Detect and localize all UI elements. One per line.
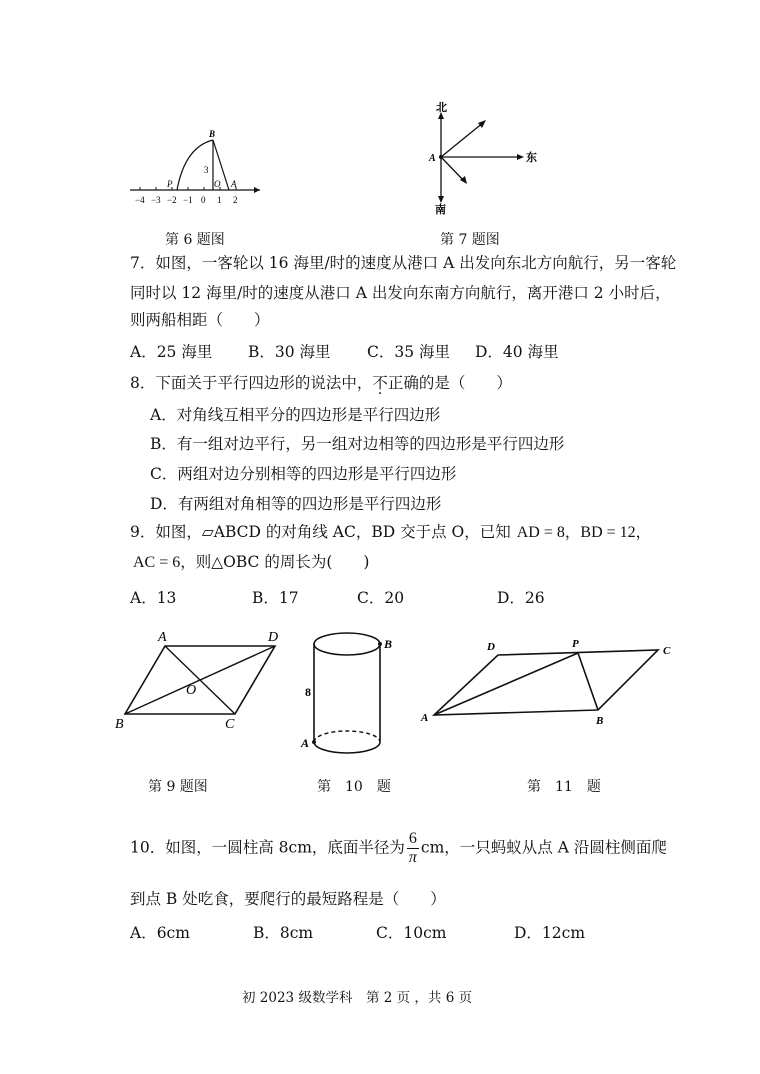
q10-option-c[interactable]: C．10cm bbox=[376, 924, 447, 942]
q9-line-1 bbox=[130, 522, 651, 543]
q9-eq-ad: AD = 8 bbox=[516, 524, 565, 541]
fig7-label-a: A bbox=[429, 153, 436, 164]
q9-stem: ▱ABCD 的对角线 AC，BD 交于点 O，已知 bbox=[201, 523, 511, 541]
fig9-caption: 第 9 题图 bbox=[148, 779, 208, 795]
fig11-label-b: B bbox=[596, 715, 604, 727]
q10-line-1 bbox=[130, 830, 667, 867]
north-label: 北 bbox=[436, 102, 447, 114]
fig7-caption: 第 7 题图 bbox=[440, 232, 500, 248]
q7-option-b[interactable]: B．30 海里 bbox=[248, 343, 331, 361]
q9-option-b[interactable]: B．17 bbox=[252, 589, 299, 607]
q8-stem bbox=[130, 373, 512, 393]
fig6-tick-label: 2 bbox=[233, 195, 238, 205]
fig11-label-p: P bbox=[572, 638, 579, 650]
fig6-label-o: O bbox=[214, 179, 221, 189]
east-label: 东 bbox=[526, 152, 537, 164]
fig11-label-d: D bbox=[487, 641, 495, 653]
q8-option-a[interactable]: A．对角线互相平分的四边形是平行四边形 bbox=[150, 406, 441, 424]
q10-stem-end: cm，一只蚂蚁从点 A 沿圆柱侧面爬 bbox=[420, 838, 667, 857]
q8-emphasis-3: 确 bbox=[403, 374, 419, 392]
fraction-denominator: π bbox=[408, 849, 417, 866]
q7-option-c[interactable]: C．35 海里 bbox=[367, 343, 451, 361]
fig6-label-b: B bbox=[209, 129, 216, 139]
q7-option-d[interactable]: D．40 海里 bbox=[475, 343, 559, 361]
fig9-label-b: B bbox=[115, 717, 124, 732]
fig10-label-b: B bbox=[384, 637, 393, 651]
q9-eq-bd: BD = 12 bbox=[580, 524, 636, 541]
q7-option-a[interactable]: A．25 海里 bbox=[130, 343, 213, 361]
q7-line-3: 则两船相距（ ） bbox=[130, 311, 270, 329]
fig6-tick-label: −3 bbox=[151, 195, 161, 205]
fig6-label-a: A bbox=[231, 179, 237, 189]
q7-line-1: 7．如图，一客轮以 16 海里/时的速度从港口 A 出发向东北方向航行，另一客轮 bbox=[130, 254, 677, 272]
q8-option-d[interactable]: D．有两组对角相等的四边形是平行四边形 bbox=[150, 495, 442, 513]
q8-emphasis-1: 不 bbox=[372, 374, 388, 392]
q10-option-d[interactable]: D．12cm bbox=[514, 924, 586, 942]
figure-9 bbox=[110, 625, 290, 735]
q9-comma: ， bbox=[564, 523, 581, 541]
fig10-label-height: 8 bbox=[305, 685, 311, 699]
page-footer: 初 2023 级数学科 第 2 页 ，共 6 页 bbox=[242, 990, 473, 1006]
radius-fraction bbox=[407, 830, 419, 867]
q10-stem-start: 10．如图，一圆柱高 8cm，底面半径为 bbox=[130, 838, 405, 857]
fig9-label-c: C bbox=[225, 717, 235, 732]
q9-option-c[interactable]: C．20 bbox=[357, 589, 405, 607]
figure-10 bbox=[295, 625, 405, 765]
figure-7 bbox=[420, 100, 540, 215]
q10-line-2: 到点 B 处吃食，要爬行的最短路程是（ ） bbox=[130, 890, 446, 908]
q8-emphasis-2: 正 bbox=[387, 374, 404, 392]
fig10-label-a: A bbox=[301, 736, 310, 750]
fig6-label-height: 3 bbox=[204, 165, 209, 175]
q8-option-b[interactable]: B．有一组对边平行，另一组对边相等的四边形是平行四边形 bbox=[150, 435, 565, 453]
fraction-numerator: 6 bbox=[408, 830, 417, 847]
fig11-label-a: A bbox=[421, 712, 429, 724]
fig6-tick-label: −1 bbox=[183, 195, 193, 205]
q9-comma: ， bbox=[635, 523, 652, 541]
figure-11 bbox=[418, 635, 683, 730]
fig11-label-c: C bbox=[663, 645, 671, 657]
fig10-caption: 第 10 题 bbox=[317, 779, 391, 795]
fig6-tick-label: −2 bbox=[167, 195, 177, 205]
q8-stem-after: 的是（ ） bbox=[418, 374, 512, 392]
fig11-caption: 第 11 题 bbox=[527, 779, 601, 795]
figure-6 bbox=[125, 125, 265, 210]
q10-option-b[interactable]: B．8cm bbox=[253, 924, 314, 942]
south-label: 南 bbox=[435, 204, 446, 215]
q8-stem-before: 8．下面关于平行四边形的说法中， bbox=[130, 374, 373, 392]
q10-option-a[interactable]: A．6cm bbox=[130, 924, 190, 942]
q9-question: ，则△OBC 的周长为( ) bbox=[180, 553, 370, 571]
q7-line-2: 同时以 12 海里/时的速度从港口 A 出发向东南方向航行，离开港口 2 小时后， bbox=[130, 284, 671, 302]
q9-line-2 bbox=[133, 552, 369, 573]
q9-option-d[interactable]: D．26 bbox=[497, 589, 545, 607]
fig9-label-o: O bbox=[186, 683, 197, 698]
fig6-caption: 第 6 题图 bbox=[165, 232, 225, 248]
q8-option-c[interactable]: C．两组对边分别相等的四边形是平行四边形 bbox=[150, 465, 457, 483]
fig6-label-p: P bbox=[167, 179, 173, 189]
q9-eq-ac: AC = 6 bbox=[133, 554, 181, 571]
fig9-label-d: D bbox=[268, 630, 279, 645]
fig6-tick-label: 0 bbox=[201, 195, 206, 205]
fig6-tick-label: 1 bbox=[217, 195, 222, 205]
fig6-tick-label: −4 bbox=[135, 195, 145, 205]
fig9-label-a: A bbox=[158, 630, 167, 645]
q9-prefix: 9．如图， bbox=[130, 523, 202, 541]
q9-option-a[interactable]: A．13 bbox=[130, 589, 177, 607]
